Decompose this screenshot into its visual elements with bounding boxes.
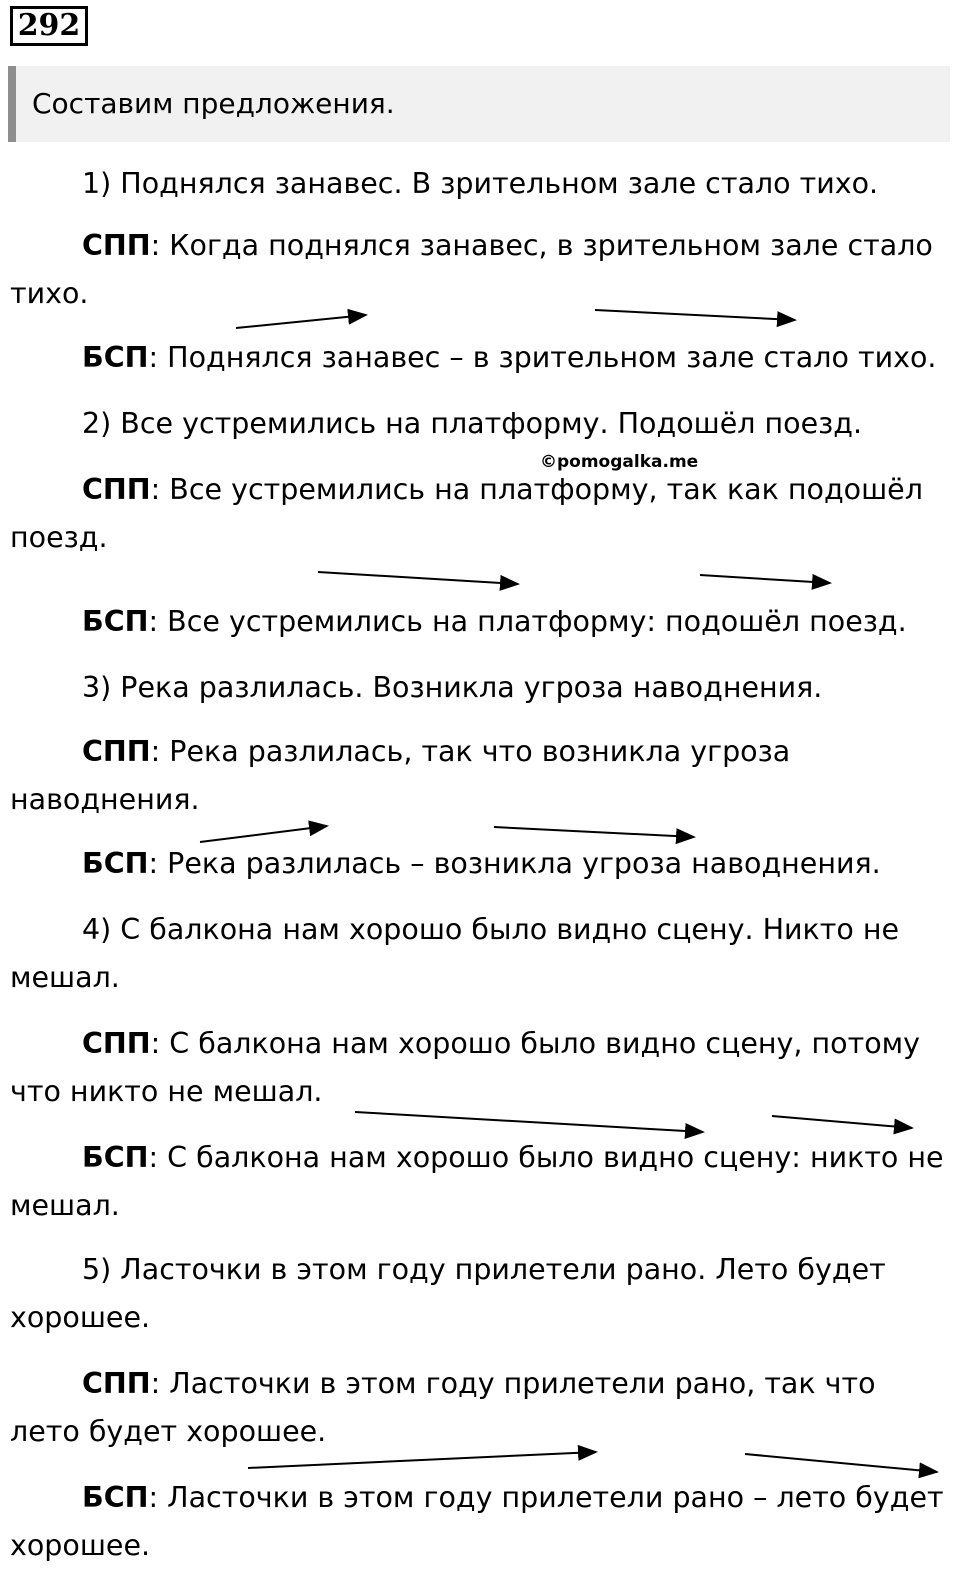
original-sentence-1: 1) Поднялся занавес. В зрительном зале стало тихо. [82,167,879,200]
watermark: ©pomogalka.me [540,452,699,472]
spp-sentence-2 [10,466,950,562]
spp-sentence-3 [10,728,950,824]
arrow-2a [318,572,518,584]
arrow-4b [772,1116,912,1128]
spp-text: : Ласточки в этом году прилетели рано, так что лето будет хорошее. [10,1367,876,1448]
arrow-5b [745,1454,937,1472]
bsp-label: БСП [82,1141,149,1174]
arrow-3b [494,827,694,837]
spp-text: : Когда поднялся занавес, в зрительном зале стало тихо. [10,229,933,310]
spp-sentence-5 [10,1360,950,1456]
original-sentence-5: 5) Ласточки в этом году прилетели рано. Лето будет хорошее. [10,1253,886,1334]
spp-label: СПП [82,1027,151,1060]
bsp-sentence-4 [10,1134,950,1230]
section-header: Составим предложения. [8,66,950,142]
spp-label: СПП [82,1367,151,1400]
bsp-text: : С балкона нам хорошо было видно сцену: никто не мешал. [10,1141,944,1222]
arrow-2b [700,575,830,583]
bsp-sentence-1 [10,334,950,382]
bsp-sentence-2 [10,598,950,646]
spp-sentence-1 [10,222,950,318]
original-sentence-4: 4) С балкона нам хорошо было видно сцену. Никто не мешал. [10,913,899,994]
spp-label: СПП [82,735,151,768]
bsp-label: БСП [82,605,149,638]
bsp-sentence-5 [10,1474,950,1570]
bsp-text: : Все устремились на платформу: подошёл поезд. [148,605,907,638]
bsp-sentence-3 [10,840,950,888]
spp-text: : С балкона нам хорошо было видно сцену, потому что никто не мешал. [10,1027,921,1108]
original-sentence-2: 2) Все устремились на платформу. Подошёл поезд. [82,407,863,440]
spp-text: : Река разлилась, так что возникла угроза наводнения. [10,735,791,816]
bsp-text: : Поднялся занавес – в зрительном зале стало тихо. [148,341,937,374]
spp-label: СПП [82,229,151,262]
bsp-text: : Река разлилась – возникла угроза наводнения. [148,847,881,880]
bsp-label: БСП [82,341,149,374]
spp-text: : Все устремились на платформу, так как подошёл поезд. [10,473,923,554]
bsp-label: БСП [82,1481,149,1514]
bsp-text: : Ласточки в этом году прилетели рано – лето будет хорошее. [10,1481,944,1562]
bsp-label: БСП [82,847,149,880]
task-number: 292 [10,6,88,46]
spp-label: СПП [82,473,151,506]
original-sentence-3: 3) Река разлилась. Возникла угроза наводнения. [82,671,823,704]
spp-sentence-4 [10,1020,950,1116]
